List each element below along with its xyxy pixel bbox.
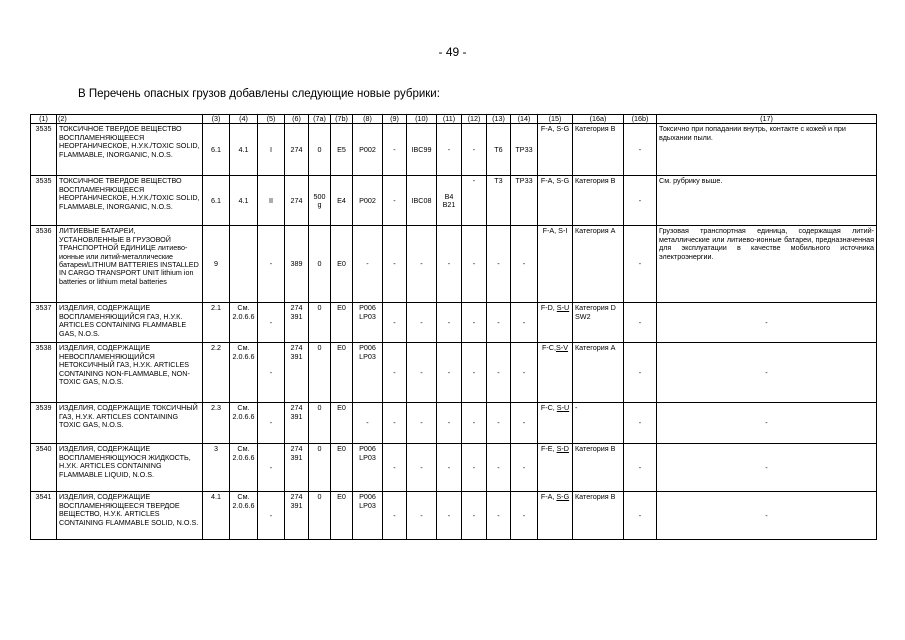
stowage-cell: Категория B: [573, 176, 624, 226]
properties-cell: См. рубрику выше.: [657, 176, 877, 226]
table-row: [31, 444, 877, 492]
un-number: 3535: [31, 176, 57, 226]
page-number: - 49 -: [438, 45, 467, 59]
packing-provision-cell: -: [383, 226, 407, 303]
ems-spillage: S-U: [556, 403, 570, 413]
ems-cell: [538, 343, 573, 403]
tank-provision-cell: -: [511, 403, 538, 444]
proper-shipping-name: ЛИТИЕВЫЕ БАТАРЕИ, УСТАНОВЛЕННЫЕ В ГРУЗОВОЙ ТРАНСПОРТНОЙ ЕДИНИЦЕ литиево-ионные или литий-металлические батареи/LITHIUM BATTERIES INSTALLED IN CARGO TRANSPORT UNIT lithium ion batteries or lithium metal batteries: [57, 226, 203, 303]
segregation-cell: -: [624, 176, 657, 226]
segregation-cell: -: [624, 343, 657, 403]
special-provisions-cell: 274 391: [285, 492, 309, 540]
stowage-cell: Категория A: [573, 343, 624, 403]
un-number: 3538: [31, 343, 57, 403]
properties-cell: -: [657, 343, 877, 403]
class-cell: 4.1: [203, 492, 230, 540]
ibc-instruction-cell: -: [407, 492, 437, 540]
tank-instruction-cell: -: [487, 343, 511, 403]
ems-spillage: S-G: [556, 492, 570, 502]
header-row: [31, 115, 877, 124]
un-number: 3539: [31, 403, 57, 444]
segregation-cell: -: [624, 403, 657, 444]
un-number: 3535: [31, 124, 57, 176]
properties-cell: Токсично при попадании внутрь, контакте с кожей и при вдыхании пыли.: [657, 124, 877, 176]
packing-group-cell: -: [258, 492, 285, 540]
ibc-instruction-cell: -: [407, 343, 437, 403]
properties-cell: -: [657, 492, 877, 540]
proper-shipping-name: ТОКСИЧНОЕ ТВЕРДОЕ ВЕЩЕСТВО ВОСПЛАМЕНЯЮЩЕЕСЯ НЕОРГАНИЧЕСКОЕ, Н.У.К./TOXIC SOLID, FLAMMABLE, INORGANIC, N.O.S.: [57, 176, 203, 226]
excepted-quantity-cell: E0: [331, 343, 353, 403]
col-header: (1): [31, 115, 57, 124]
proper-shipping-name: ИЗДЕЛИЯ, СОДЕРЖАЩИЕ ВОСПЛАМЕНЯЮЩЕЕСЯ ТВЕРДОЕ ВЕЩЕСТВО, Н.У.К. ARTICLES CONTAINING FLAMMABLE SOLID, N.O.S.: [57, 492, 203, 540]
tank-provision-cell: -: [511, 226, 538, 303]
limited-quantity-cell: 0: [309, 403, 331, 444]
segregation-cell: -: [624, 226, 657, 303]
col12-cell: -: [462, 303, 487, 343]
ems-cell: [538, 492, 573, 540]
subsidiary-risk-cell: 4.1: [230, 124, 258, 176]
ibc-provision-cell: -: [437, 444, 462, 492]
tank-instruction-cell: T3: [487, 176, 511, 226]
ibc-provision-cell: -: [437, 124, 462, 176]
col12-cell: -: [462, 444, 487, 492]
limited-quantity-cell: 0: [309, 124, 331, 176]
col12-cell: -: [462, 343, 487, 403]
ems-spillage: S-U: [556, 303, 570, 313]
ems-fire: F-E,: [541, 444, 557, 454]
packing-instruction-cell: P002: [353, 124, 383, 176]
excepted-quantity-cell: E0: [331, 303, 353, 343]
dangerous-goods-table: [30, 114, 877, 540]
packing-provision-cell: -: [383, 303, 407, 343]
ems-cell: F-A, S-I: [538, 226, 573, 303]
ibc-instruction-cell: -: [407, 226, 437, 303]
packing-group-cell: -: [258, 303, 285, 343]
limited-quantity-cell: 0: [309, 492, 331, 540]
packing-group-cell: -: [258, 403, 285, 444]
proper-shipping-name: ИЗДЕЛИЯ, СОДЕРЖАЩИЕ ВОСПЛАМЕНЯЮЩУЮСЯ ЖИДКОСТЬ, Н.У.К. ARTICLES CONTAINING FLAMMABLE LIQUID, N.O.S.: [57, 444, 203, 492]
ems-fire: F-D,: [540, 303, 557, 313]
ibc-provision-cell: -: [437, 226, 462, 303]
table-row: [31, 176, 877, 226]
special-provisions-cell: 389: [285, 226, 309, 303]
properties-cell: -: [657, 403, 877, 444]
col-header: (5): [258, 115, 285, 124]
ibc-instruction-cell: -: [407, 303, 437, 343]
col12-cell: -: [462, 226, 487, 303]
col-header: (4): [230, 115, 258, 124]
ibc-instruction-cell: -: [407, 444, 437, 492]
class-cell: 2.1: [203, 303, 230, 343]
special-provisions-cell: 274 391: [285, 444, 309, 492]
segregation-cell: -: [624, 303, 657, 343]
ems-cell: [538, 303, 573, 343]
tank-provision-cell: -: [511, 303, 538, 343]
limited-quantity-cell: 0: [309, 226, 331, 303]
class-cell: 2.2: [203, 343, 230, 403]
tank-instruction-cell: -: [487, 303, 511, 343]
subsidiary-risk-cell: См. 2.0.6.6: [230, 303, 258, 343]
special-provisions-cell: 274 391: [285, 403, 309, 444]
excepted-quantity-cell: E5: [331, 124, 353, 176]
packing-group-cell: -: [258, 444, 285, 492]
ibc-provision-cell: -: [437, 303, 462, 343]
packing-instruction-cell: P006 LP03: [353, 343, 383, 403]
packing-group-cell: II: [258, 176, 285, 226]
subsidiary-risk-cell: См. 2.0.6.6: [230, 403, 258, 444]
ems-spillage: S-V: [556, 343, 568, 353]
ems-cell: F-A, S-G: [538, 176, 573, 226]
ems-fire: F-C,: [542, 343, 556, 353]
excepted-quantity-cell: E0: [331, 403, 353, 444]
col12-cell: -: [462, 124, 487, 176]
ibc-provision-cell: -: [437, 492, 462, 540]
properties-cell: -: [657, 303, 877, 343]
col12-cell: -: [462, 492, 487, 540]
proper-shipping-name: ИЗДЕЛИЯ, СОДЕРЖАЩИЕ ТОКСИЧНЫЙ ГАЗ, Н.У.К. ARTICLES CONTAINING TOXIC GAS, N.O.S.: [57, 403, 203, 444]
col-header: (15): [538, 115, 573, 124]
class-cell: 6.1: [203, 124, 230, 176]
ems-fire: F-A,: [540, 492, 557, 502]
ems-spillage: S-D: [556, 444, 569, 454]
packing-instruction-cell: -: [353, 403, 383, 444]
tank-instruction-cell: -: [487, 492, 511, 540]
col-header: (17): [657, 115, 877, 124]
packing-provision-cell: -: [383, 176, 407, 226]
ibc-provision-cell: -: [437, 403, 462, 444]
col-header: (7a): [309, 115, 331, 124]
un-number: 3537: [31, 303, 57, 343]
segregation-cell: -: [624, 124, 657, 176]
proper-shipping-name: ИЗДЕЛИЯ, СОДЕРЖАЩИЕ НЕВОСПЛАМЕНЯЮЩИЙСЯ НЕТОКСИЧНЫЙ ГАЗ, Н.У.К. ARTICLES CONTAINING NON-FLAMMABLE, NON-TOXIC GAS, N.O.S.: [57, 343, 203, 403]
stowage-cell: Категория D SW2: [573, 303, 624, 343]
ibc-instruction-cell: IBC99: [407, 124, 437, 176]
special-provisions-cell: 274: [285, 124, 309, 176]
ems-cell: [538, 403, 573, 444]
stowage-cell: Категория A: [573, 226, 624, 303]
segregation-cell: -: [624, 444, 657, 492]
col-header: (10): [407, 115, 437, 124]
ems-cell: F-A, S-G: [538, 124, 573, 176]
properties-cell: Грузовая транспортная единица, содержащая литий-металлические или литиево-ионные батареи, предназначенная для эксплуатации в качестве мобильного источника электроэнергии.: [657, 226, 877, 303]
col-header: (7b): [331, 115, 353, 124]
tank-provision-cell: TP33: [511, 176, 538, 226]
segregation-cell: -: [624, 492, 657, 540]
table-row: [31, 226, 877, 303]
tank-provision-cell: -: [511, 343, 538, 403]
col-header: (13): [487, 115, 511, 124]
limited-quantity-cell: 0: [309, 303, 331, 343]
ibc-provision-cell: B4 B21: [437, 176, 462, 226]
table-row: [31, 303, 877, 343]
packing-group-cell: -: [258, 226, 285, 303]
ibc-provision-cell: -: [437, 343, 462, 403]
subsidiary-risk-cell: См. 2.0.6.6: [230, 444, 258, 492]
col-header: (8): [353, 115, 383, 124]
packing-instruction-cell: P006 LP03: [353, 303, 383, 343]
packing-instruction-cell: P006 LP03: [353, 492, 383, 540]
packing-group-cell: I: [258, 124, 285, 176]
ibc-instruction-cell: -: [407, 403, 437, 444]
col-header: (16b): [624, 115, 657, 124]
ems-fire: F-C,: [540, 403, 557, 413]
stowage-cell: Категория B: [573, 124, 624, 176]
packing-provision-cell: -: [383, 403, 407, 444]
packing-provision-cell: -: [383, 492, 407, 540]
limited-quantity-cell: 0: [309, 444, 331, 492]
excepted-quantity-cell: E4: [331, 176, 353, 226]
excepted-quantity-cell: E0: [331, 492, 353, 540]
excepted-quantity-cell: E0: [331, 226, 353, 303]
subsidiary-risk-cell: 4.1: [230, 176, 258, 226]
class-cell: 9: [203, 226, 230, 303]
tank-provision-cell: -: [511, 444, 538, 492]
table-row: [31, 403, 877, 444]
class-cell: 6.1: [203, 176, 230, 226]
col12-cell: -: [462, 176, 487, 226]
col12-cell: -: [462, 403, 487, 444]
properties-cell: -: [657, 444, 877, 492]
tank-instruction-cell: -: [487, 403, 511, 444]
stowage-cell: Категория B: [573, 444, 624, 492]
proper-shipping-name: ИЗДЕЛИЯ, СОДЕРЖАЩИЕ ВОСПЛАМЕНЯЮЩИЙСЯ ГАЗ, Н.У.К. ARTICLES CONTAINING FLAMMABLE GAS, N.O.S.: [57, 303, 203, 343]
packing-instruction-cell: -: [353, 226, 383, 303]
subsidiary-risk-cell: См. 2.0.6.6: [230, 492, 258, 540]
un-number: 3541: [31, 492, 57, 540]
col-header: (16a): [573, 115, 624, 124]
col-header: (3): [203, 115, 230, 124]
col-header: (12): [462, 115, 487, 124]
col-header: (14): [511, 115, 538, 124]
class-cell: 2.3: [203, 403, 230, 444]
un-number: 3536: [31, 226, 57, 303]
subsidiary-risk-cell: См. 2.0.6.6: [230, 343, 258, 403]
packing-provision-cell: -: [383, 343, 407, 403]
stowage-cell: -: [573, 403, 624, 444]
special-provisions-cell: 274 391: [285, 343, 309, 403]
special-provisions-cell: 274 391: [285, 303, 309, 343]
table-row: [31, 343, 877, 403]
class-cell: 3: [203, 444, 230, 492]
tank-provision-cell: TP33: [511, 124, 538, 176]
tank-provision-cell: -: [511, 492, 538, 540]
excepted-quantity-cell: E0: [331, 444, 353, 492]
packing-group-cell: -: [258, 343, 285, 403]
limited-quantity-cell: 0: [309, 343, 331, 403]
stowage-cell: Категория B: [573, 492, 624, 540]
ems-cell: [538, 444, 573, 492]
tank-instruction-cell: -: [487, 444, 511, 492]
intro-text: В Перечень опасных грузов добавлены следующие новые рубрики:: [78, 88, 440, 100]
subsidiary-risk-cell: [230, 226, 258, 303]
col-header: (6): [285, 115, 309, 124]
un-number: 3540: [31, 444, 57, 492]
packing-instruction-cell: P002: [353, 176, 383, 226]
ibc-instruction-cell: IBC08: [407, 176, 437, 226]
packing-provision-cell: -: [383, 124, 407, 176]
col-header: (2): [57, 115, 203, 124]
col-header: (9): [383, 115, 407, 124]
table-row: [31, 124, 877, 176]
packing-provision-cell: -: [383, 444, 407, 492]
limited-quantity-cell: 500 g: [309, 176, 331, 226]
tank-instruction-cell: -: [487, 226, 511, 303]
proper-shipping-name: ТОКСИЧНОЕ ТВЕРДОЕ ВЕЩЕСТВО ВОСПЛАМЕНЯЮЩЕЕСЯ НЕОРГАНИЧЕСКОЕ, Н.У.К./TOXIC SOLID, FLAMMABLE, INORGANIC, N.O.S.: [57, 124, 203, 176]
tank-instruction-cell: T6: [487, 124, 511, 176]
col-header: (11): [437, 115, 462, 124]
table-row: [31, 492, 877, 540]
special-provisions-cell: 274: [285, 176, 309, 226]
packing-instruction-cell: P006 LP03: [353, 444, 383, 492]
